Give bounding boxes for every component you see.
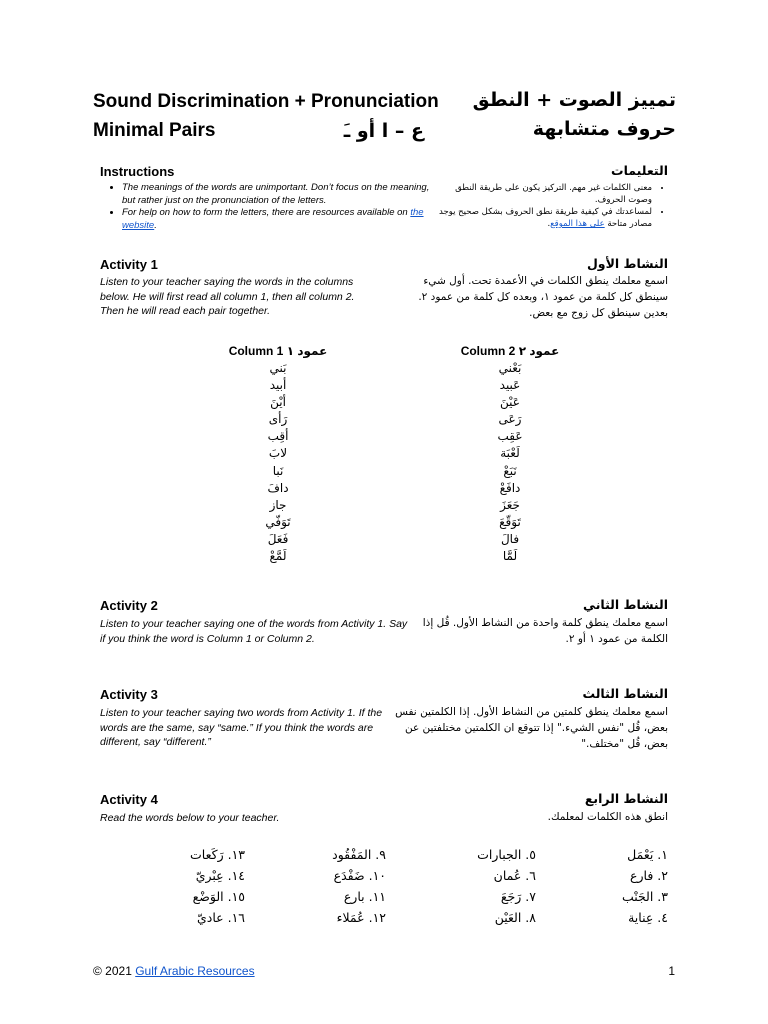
column-2-word: عَقِب (497, 429, 523, 444)
column-1-word: تَوَفّي (265, 514, 291, 529)
activity1-text-en: Listen to your teacher saying the words in the columns below. He will first read all column 1, then all column 2. Then he will read each pair together. (100, 276, 355, 317)
column-1-word: لَمَّعْ (269, 549, 287, 564)
instruction-item: • For help on how to form the letters, there are resources available on the website. (122, 207, 430, 232)
activity3-heading-en: Activity 3 (100, 687, 158, 702)
column-2-word: عَيْنَ (500, 395, 520, 410)
column-2-word: دافَعْ (499, 480, 521, 495)
column-1-word: أبيد (269, 378, 287, 393)
column-1-word: رَأى (268, 412, 288, 427)
column-1-word: فَعَلَ (267, 531, 289, 546)
footer-copyright: © 2021 Gulf Arabic Resources (93, 964, 255, 978)
activity4-word: ٣. الجَنْب (621, 889, 668, 904)
column-1 (218, 344, 338, 565)
page-number: 1 (668, 964, 675, 978)
activity4-text-en: Read the words below to your teacher. (100, 812, 280, 824)
activity4-column-4 (135, 844, 245, 928)
activity4-word: ١٢. عُمَلاء (336, 910, 386, 925)
website-link[interactable]: the website (122, 207, 424, 231)
activity4-text-ar: انطق هذه الكلمات لمعلمك. (547, 811, 668, 823)
column-1-word: نَبا (272, 463, 284, 478)
column-2-word: جَعَزَ (500, 497, 520, 512)
activity4-word: ١٣. رَكَعات (190, 847, 245, 862)
column-1-heading: Column 1 عمود ١ (228, 344, 328, 358)
activity4-column-1 (558, 844, 668, 928)
activity4-word: ١. يَعْمَل (627, 847, 668, 862)
activity4-column-2 (426, 844, 536, 928)
activity2-heading-ar: النشاط الثاني (583, 597, 668, 612)
title-en-line2: Minimal Pairs (93, 120, 216, 141)
column-2-word: فالَ (500, 531, 520, 546)
activity1-heading-ar: النشاط الأول (586, 256, 668, 271)
activity4-heading-ar: النشاط الرابع (584, 791, 668, 806)
column-2-word: بَعْني (498, 361, 522, 375)
activity1-text-ar: اسمع معلمك ينطق الكلمات في الأعمدة تحت. أول شيء سينطق كل كلمة من عمود ١، وبعده كل كلمة من عمود ٢. بعدين سينطق كل زوج مع بعض. (418, 275, 668, 319)
activity4-word: ٩. المَفْقُود (332, 847, 386, 862)
title-en-line1: Sound Discrimination + Pronunciation (93, 91, 439, 112)
activity4-word: ١١. بارع (343, 889, 386, 904)
activity4-word: ١٦. عاديّ (196, 910, 245, 925)
title-ar-line1: تمييز الصوت + النطق (472, 89, 676, 111)
instruction-item-ar: • لمساعدتك في كيفية طريقة نطق الحروف بشكل صحيح يوجد مصادر متاحة على هذا الموقع. (438, 206, 652, 230)
activity4-word: ١٠. ضَفْدَع (333, 868, 386, 883)
footer-link[interactable]: Gulf Arabic Resources (135, 964, 255, 978)
activity3-text-ar: اسمع معلمك ينطق كلمتين من النشاط الأول. إذا الكلمتين نفس بعض، قُل "نفس الشيء." إذا تتوقع ان الكلمتين مختلفتين عن بعض، قُل "مختلف." (395, 706, 668, 750)
instructions-heading-en: Instructions (100, 164, 175, 179)
column-1-word: أقِب (267, 429, 289, 444)
activity2-text-en: Listen to your teacher saying one of the words from Activity 1. Say if you think the word is Column 1 or Column 2. (100, 618, 408, 645)
instructions-list-en (100, 182, 430, 232)
column-2-word: تَوَقّعَ (499, 514, 521, 529)
activity4-word: ١٥. الوَضْع (192, 889, 245, 904)
activity4-word: ١٤. عِبْريّ (195, 868, 245, 883)
instructions-heading-ar: التعليمات (611, 163, 668, 178)
activity4-word: ٥. الجبارات (477, 847, 536, 862)
activity4-column-3 (276, 844, 386, 928)
activity4-word: ٨. العَيْن (494, 910, 536, 925)
instructions-list-ar (438, 182, 668, 230)
column-2-word: رَعَى (498, 412, 522, 427)
activity4-word: ٢. فارع (630, 868, 668, 883)
activity1-heading-en: Activity 1 (100, 257, 158, 272)
title-letters: ع – ا أو ـَ (343, 120, 424, 142)
activity2-text-ar: اسمع معلمك ينطق كلمة واحدة من النشاط الأول. قُل إذا الكلمة من عمود ١ أو ٢. (422, 617, 668, 645)
activity4-word: ٧. رَجَعَ (500, 889, 536, 904)
activity3-heading-ar: النشاط الثالث (582, 686, 668, 701)
instruction-item-ar: • معنى الكلمات غير مهم. التركيز يكون على طريقة النطق وصوت الحروف. (438, 182, 652, 206)
activity4-heading-en: Activity 4 (100, 792, 158, 807)
instruction-item: • The meanings of the words are unimportant. Don’t focus on the meaning, but rather just on the pronunciation of the letters. (122, 182, 430, 207)
title-ar-line2: حروف متشابهة (532, 118, 676, 140)
column-1-word: بَني (269, 361, 287, 375)
column-1-word: جاز (269, 497, 287, 512)
column-2-word: نَبَعْ (503, 463, 517, 478)
column-2-heading: Column 2 عمود ٢ (460, 344, 560, 358)
activity3-text-en: Listen to your teacher saying two words from Activity 1. If the words are the same, say “same.” If you think the words are different, say “different.” (100, 707, 383, 748)
column-2-word: لَعْبَة (500, 446, 520, 461)
column-1-word: لابَ (268, 446, 288, 461)
activity4-word: ٤. عِناية (628, 910, 668, 925)
activity2-heading-en: Activity 2 (100, 598, 158, 613)
column-1-word: دافَ (267, 480, 289, 495)
column-2-word: عَبيد (499, 378, 521, 393)
column-2 (450, 344, 570, 565)
column-1-word: أيْنَ (270, 395, 286, 410)
column-2-word: لَمَّا (502, 549, 518, 564)
website-link-ar[interactable]: على هذا الموقع (550, 219, 605, 229)
activity4-word: ٦. عُمان (493, 868, 536, 883)
